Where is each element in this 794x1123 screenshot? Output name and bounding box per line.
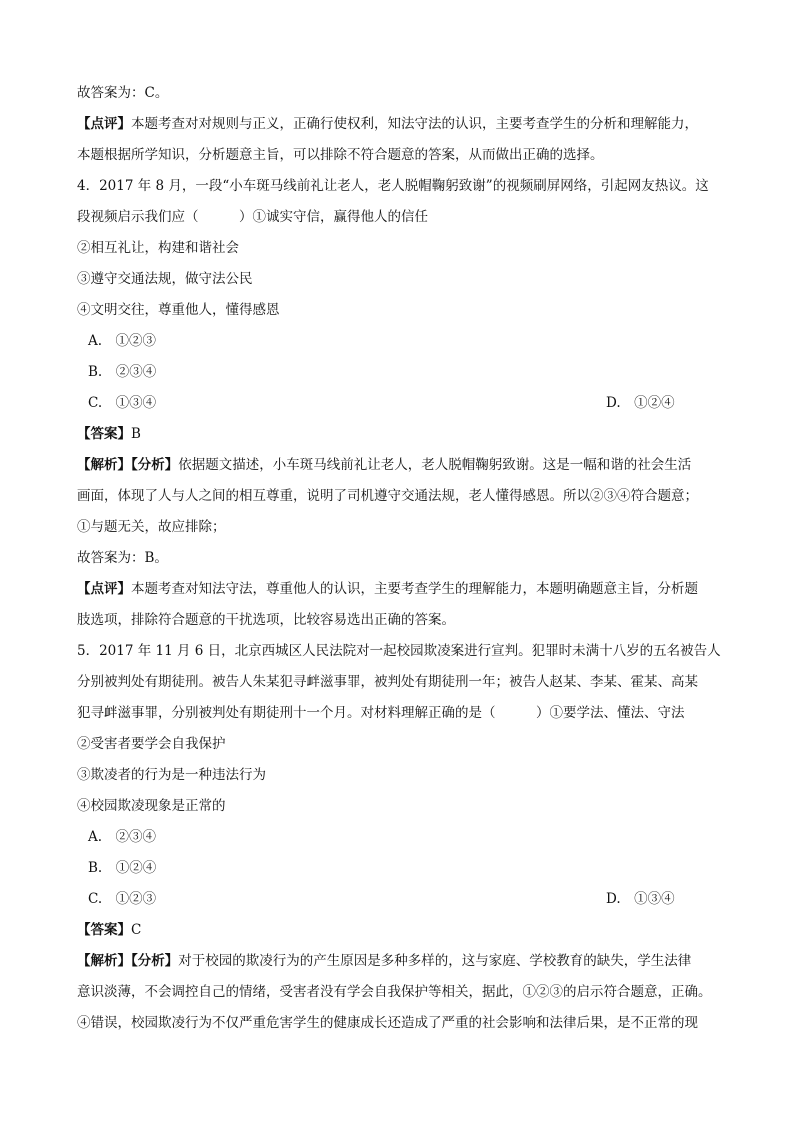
- question-5-analysis-continued-2: ④错误，校园欺凌行为不仅严重危害学生的健康成长还造成了严重的社会影响和法律后果，是不正常的现: [77, 1015, 698, 1031]
- analysis-tag: 【解析】【分析】: [77, 953, 179, 969]
- question-4-item-2: ②相互礼让，构建和谐社会: [77, 240, 239, 256]
- question-4-stem-continued: 段视频启示我们应（ ）①诚实守信，赢得他人的信任: [77, 209, 428, 225]
- comment-text: 本题考查对对规则与正义，正确行使权利，知法守法的认识，主要考查学生的分析和理解能力，: [131, 116, 698, 132]
- question-5-analysis: [77, 951, 727, 971]
- question-4-option-a: A. ①②③: [88, 333, 157, 349]
- comment-paragraph: [77, 114, 727, 134]
- question-4-analysis: [77, 455, 727, 475]
- question-4-analysis-continued-2: ①与题无关，故应排除；: [77, 519, 226, 535]
- question-5-answer: [77, 920, 727, 940]
- comment-text: 本题考查对知法守法，尊重他人的认识，主要考查学生的理解能力，本题明确题意主旨，分析题: [131, 581, 698, 597]
- question-4-comment: [77, 579, 727, 599]
- question-5-stem: 5．2017 年 11 月 6 日，北京西城区人民法院对一起校园欺凌案进行宣判。犯罪时未满十八岁的五名被告人: [77, 643, 721, 659]
- question-4-stem: 4．2017 年 8 月，一段“小车斑马线前礼让老人，老人脱帽鞠躬致谢”的视频刷屏网络，引起网友热议。这: [77, 178, 709, 194]
- question-5-item-4: ④校园欺凌现象是正常的: [77, 798, 226, 814]
- question-5-stem-continued: 分别被判处有期徒刑。被告人朱某犯寻衅滋事罪，被判处有期徒刑一年；被告人赵某、李某、霍某、高某: [77, 674, 698, 690]
- question-5-item-3: ③欺凌者的行为是一种违法行为: [77, 767, 266, 783]
- answer-tag: 【答案】: [77, 922, 131, 938]
- question-4-answer: [77, 424, 727, 444]
- comment-tag: 【点评】: [77, 581, 131, 597]
- analysis-text: 对于校园的欺凌行为的产生原因是多种多样的，这与家庭、学校教育的缺失，学生法律: [178, 953, 692, 969]
- question-5-option-d: D. ①③④: [606, 891, 675, 907]
- comment-text-continued: 本题根据所学知识，分析题意主旨，可以排除不符合题意的答案，从而做出正确的选择。: [77, 147, 604, 163]
- question-4-option-b: B. ②③④: [88, 364, 157, 380]
- question-4-answer-line: 故答案为：B。: [77, 550, 168, 566]
- question-4-analysis-continued: 画面，体现了人与人之间的相互尊重，说明了司机遵守交通法规，老人懂得感恩。所以②③④符合题意；: [77, 488, 698, 504]
- question-4-comment-continued: 肢选项，排除符合题意的干扰选项，比较容易选出正确的答案。: [77, 612, 455, 628]
- question-5-item-2: ②受害者要学会自我保护: [77, 736, 226, 752]
- question-5-analysis-continued: 意识淡薄，不会调控自己的情绪，受害者没有学会自我保护等相关，据此，①②③的启示符合题意，正确。: [77, 984, 712, 1000]
- question-5-option-c: C. ①②③: [88, 891, 157, 907]
- question-5-option-b: B. ①②④: [88, 860, 157, 876]
- question-4-option-d: D. ①②④: [606, 395, 675, 411]
- answer-tag: 【答案】: [77, 426, 131, 442]
- comment-tag: 【点评】: [77, 116, 131, 132]
- question-4-item-3: ③遵守交通法规，做守法公民: [77, 271, 253, 287]
- answer-value: B: [131, 426, 141, 442]
- analysis-tag: 【解析】【分析】: [77, 457, 179, 473]
- answer-value: C: [131, 922, 142, 938]
- question-5-stem-continued-2: 犯寻衅滋事罪，分别被判处有期徒刑十一个月。对材料理解正确的是（ ）①要学法、懂法、守法: [77, 705, 685, 721]
- question-5-option-a: A. ②③④: [88, 829, 157, 845]
- analysis-text: 依据题文描述，小车斑马线前礼让老人，老人脱帽鞠躬致谢。这是一幅和谐的社会生活: [178, 457, 692, 473]
- answer-line: 故答案为：C。: [77, 85, 169, 101]
- question-4-option-c: C. ①③④: [88, 395, 157, 411]
- question-4-item-4: ④文明交往，尊重他人，懂得感恩: [77, 302, 280, 318]
